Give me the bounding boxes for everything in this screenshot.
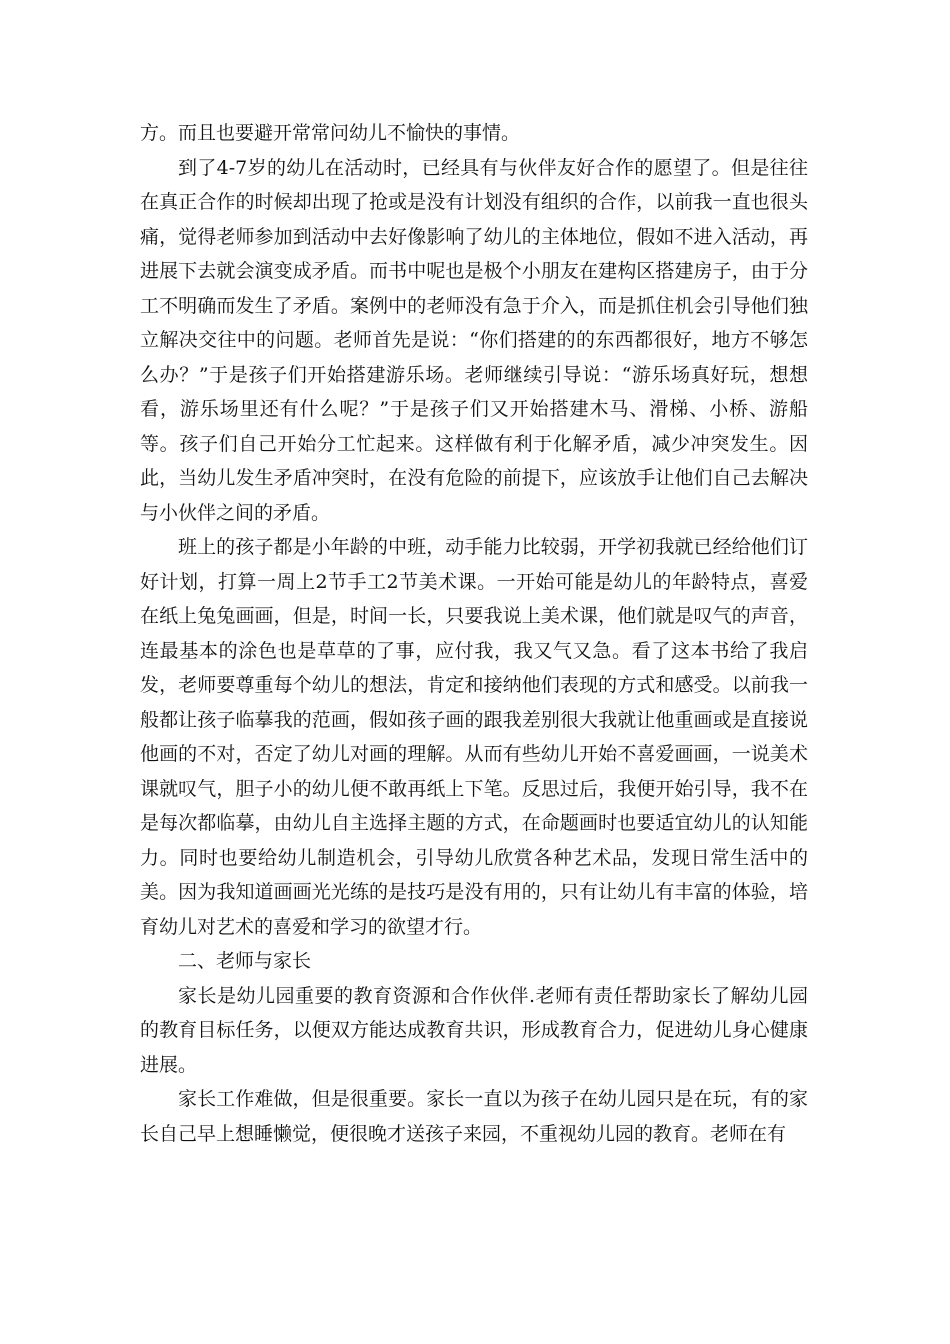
section-heading-teacher-parent: 二、老师与家长	[178, 950, 312, 972]
paragraph-5: 家长工作难做，但是很重要。家长一直以为孩子在幼儿园只是在玩，有的家长自己早上想睡懒觉，便很晚才送孩子来园，不重视幼儿园的教育。老师在有	[140, 1088, 808, 1145]
paragraph-3: 班上的孩子都是小年龄的中班，动手能力比较弱，开学初我就已经给他们订好计划，打算一周上2节手工2节美术课。一开始可能是幼儿的年龄特点，喜爱在纸上兔兔画画，但是，时间一长，只要我说上美术课，他们就是叹气的声音，连最基本的涂色也是草草的了事，应付我，我又气又急。看了这本书给了我启发，老师要尊重每个幼儿的想法，肯定和接纳他们表现的方式和感受。以前我一般都让孩子临摹我的范画，假如孩子画的跟我差别很大我就让他重画或是直接说他画的不对，否定了幼儿对画的理解。从而有些幼儿开始不喜爱画画，一说美术课就叹气，胆子小的幼儿便不敢再纸上下笔。反思过后，我便开始引导，我不在是每次都临摹，由幼儿自主选择主题的方式，在命题画时也要适宜幼儿的认知能力。同时也要给幼儿制造机会，引导幼儿欣赏各种艺术品，发现日常生活中的美。因为我知道画画光光练的是技巧是没有用的，只有让幼儿有丰富的体验，培育幼儿对艺术的喜爱和学习的欲望才行。	[140, 536, 808, 938]
paragraph-1: 方。而且也要避开常常问幼儿不愉快的事情。	[140, 122, 521, 144]
paragraph-4: 家长是幼儿园重要的教育资源和合作伙伴.老师有责任帮助家长了解幼儿园的教育目标任务，以便双方能达成教育共识，形成教育合力，促进幼儿身心健康进展。	[140, 984, 808, 1076]
document-body	[140, 116, 808, 1151]
paragraph-2: 到了4-7岁的幼儿在活动时，已经具有与伙伴友好合作的愿望了。但是往往在真正合作的时候却出现了抢或是没有计划没有组织的合作，以前我一直也很头痛，觉得老师参加到活动中去好像影响了幼儿的主体地位，假如不进入活动，再进展下去就会演变成矛盾。而书中呢也是极个小朋友在建构区搭建房子，由于分工不明确而发生了矛盾。案例中的老师没有急于介入，而是抓住机会引导他们独立解决交往中的问题。老师首先是说：“你们搭建的的东西都很好，地方不够怎么办？”于是孩子们开始搭建游乐场。老师继续引导说：“游乐场真好玩，想想看，游乐场里还有什么呢？”于是孩子们又开始搭建木马、滑梯、小桥、游船等。孩子们自己开始分工忙起来。这样做有利于化解矛盾，减少冲突发生。因此，当幼儿发生矛盾冲突时，在没有危险的前提下，应该放手让他们自己去解决与小伙伴之间的矛盾。	[140, 156, 808, 524]
